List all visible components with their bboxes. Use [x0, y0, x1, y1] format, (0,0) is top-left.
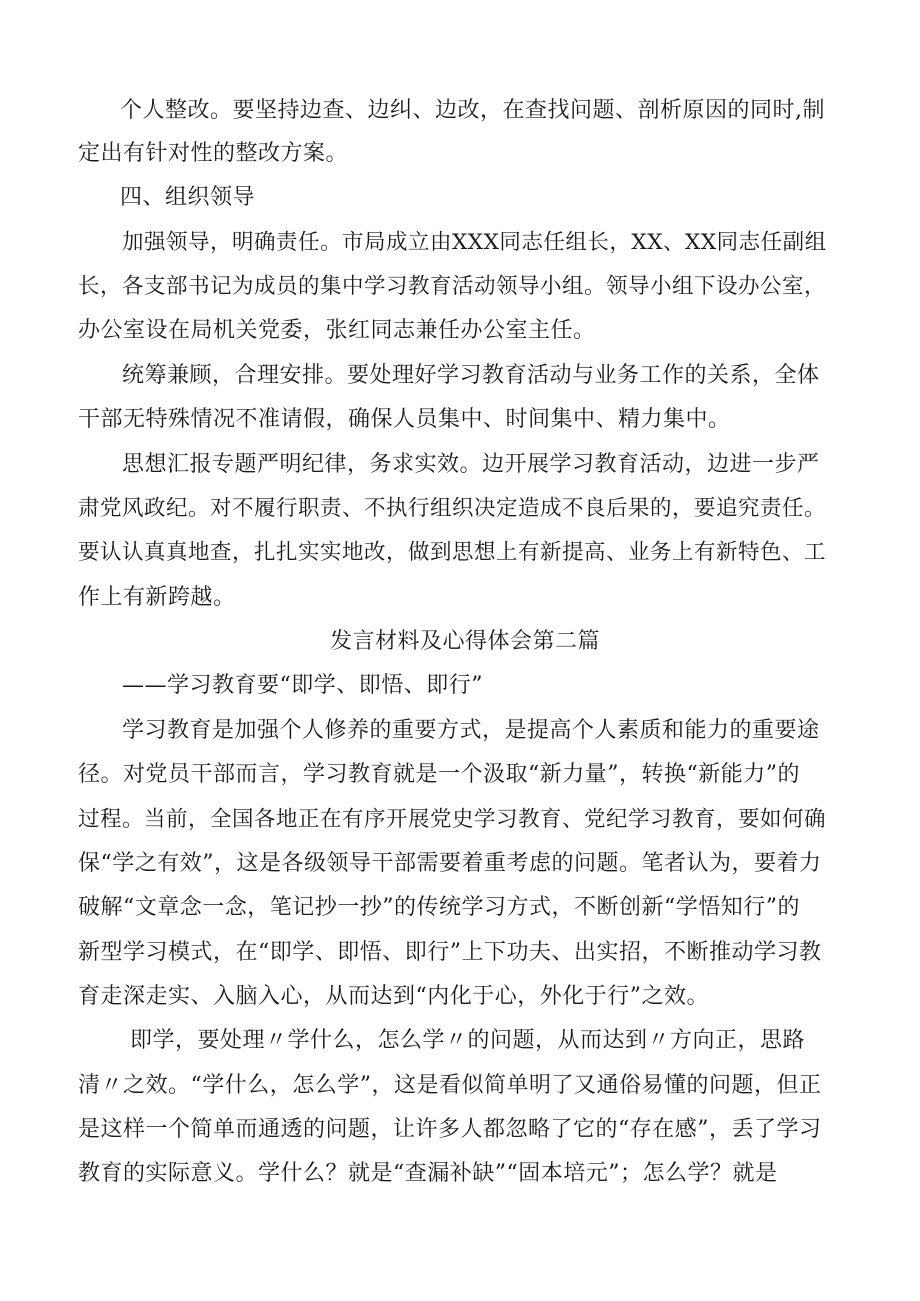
text-line: 长，各支部书记为成员的集中学习教育活动领导小组。领导小组下设办公室，	[78, 274, 827, 299]
text-line: 思想汇报专题严明纪律，务求实效。边开展学习教育活动，边进一步严	[122, 452, 820, 477]
text-line: 办公室设在局机关党委，张红同志兼任办公室主任。	[78, 318, 596, 343]
article-subtitle: ——学习教育要“即学、即悟、即行”	[122, 673, 483, 698]
text-line: 清〃之效。“学什么，怎么学”，这是看似简单明了又通俗易懂的问题，但正	[78, 1073, 822, 1098]
text-line: 干部无特殊情况不准请假，确保人员集中、时间集中、精力集中。	[78, 407, 731, 432]
text-line: 新型学习模式，在“即学、即悟、即行”上下功夫、出实招，不断推动学习教	[78, 940, 822, 965]
text-line: 破解“文章念一念，笔记抄一抄”的传统学习方式，不断创新“学悟知行”的	[78, 895, 800, 920]
article-title: 发言材料及心得体会第二篇	[330, 629, 601, 654]
text-line: 育走深走实、入脑入心，从而达到“内化于心，外化于行”之效。	[78, 984, 709, 1009]
text-line: 定出有针对性的整改方案。	[78, 141, 349, 166]
text-line: 即学，要处理〃学什么，怎么学〃的问题，从而达到〃方向正，思路	[130, 1028, 806, 1053]
section-heading: 四、组织领导	[120, 185, 256, 210]
text-line: 径。对党员干部而言，学习教育就是一个汲取“新力量”，转换“新能力”的	[78, 762, 800, 787]
text-line: 是这样一个简单而通透的问题，让许多人都忽略了它的“存在感”，丢了学习	[78, 1117, 822, 1142]
text-line: 统筹兼顾，合理安排。要处理好学习教育活动与业务工作的关系，全体	[122, 363, 820, 388]
text-line: 过程。当前，全国各地正在有序开展党史学习教育、党纪学习教育，要如何确	[78, 807, 827, 832]
text-line: 个人整改。要坚持边查、边纠、边改，在查找问题、剖析原因的同时,制	[120, 98, 825, 123]
text-line: 学习教育是加强个人修养的重要方式，是提高个人素质和能力的重要途	[122, 718, 820, 743]
text-line: 作上有新跨越。	[78, 585, 236, 610]
text-line: 肃党风政纪。对不履行职责、不执行组织决定造成不良后果的，要追究责任。	[78, 496, 827, 521]
text-line: 教育的实际意义。学什么？就是“查漏补缺”“固本培元”；怎么学？就是	[78, 1161, 778, 1186]
text-line: 保“学之有效”，这是各级领导干部需要着重考虑的问题。笔者认为，要着力	[78, 851, 822, 876]
text-line: 要认认真真地查，扎扎实实地改，做到思想上有新提高、业务上有新特色、工	[78, 540, 827, 565]
text-line: 加强领导，明确责任。市局成立由XXX同志任组长，XX、XX同志任副组	[122, 230, 827, 255]
